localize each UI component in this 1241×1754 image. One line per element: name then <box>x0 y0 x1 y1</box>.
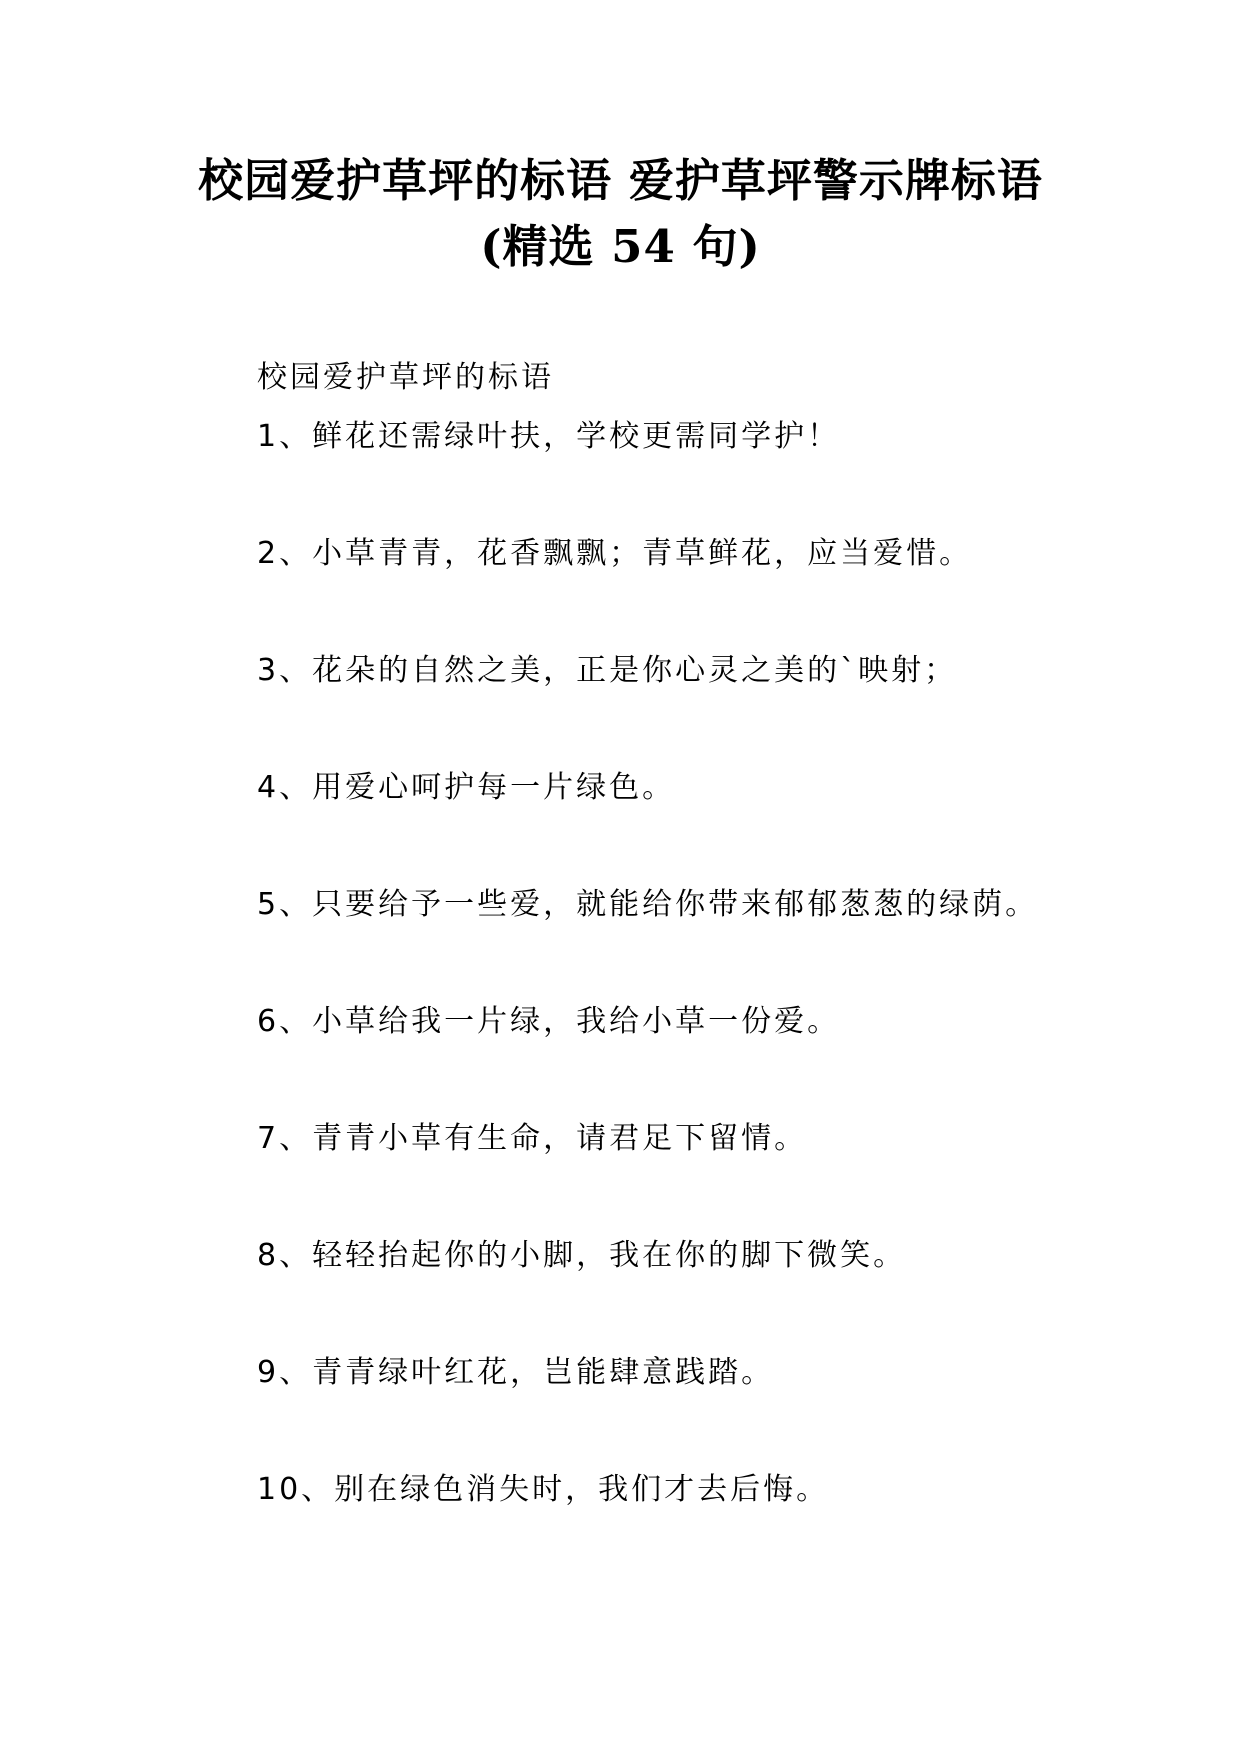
slogan-item-2: 2、小草青青，花香飘飘；青草鲜花，应当爱惜。 <box>257 536 973 571</box>
slogan-item-9: 9、青青绿叶红花，岂能肆意践踏。 <box>257 1355 775 1390</box>
slogan-item-6: 6、小草给我一片绿，我给小草一份爱。 <box>257 1004 841 1039</box>
slogan-item-5: 5、只要给予一些爱，就能给你带来郁郁葱葱的绿荫。 <box>257 887 1039 922</box>
document-title <box>0 148 1241 280</box>
title-line-1: 校园爱护草坪的标语 爱护草坪警示牌标语 <box>198 154 1043 207</box>
slogan-item-1: 1、鲜花还需绿叶扶，学校更需同学护！ <box>257 419 841 454</box>
slogan-list <box>257 416 1038 1586</box>
slogan-item-3: 3、花朵的自然之美，正是你心灵之美的`映射； <box>257 653 958 688</box>
slogan-item-7: 7、青青小草有生命，请君足下留情。 <box>257 1121 808 1156</box>
slogan-item-4: 4、用爱心呵护每一片绿色。 <box>257 770 676 805</box>
slogan-item-8: 8、轻轻抬起你的小脚，我在你的脚下微笑。 <box>257 1238 907 1273</box>
title-line-2: (精选 54 句) <box>480 220 761 273</box>
slogan-item-10: 10、别在绿色消失时，我们才去后悔。 <box>257 1472 830 1507</box>
section-heading: 校园爱护草坪的标语 <box>257 360 554 395</box>
